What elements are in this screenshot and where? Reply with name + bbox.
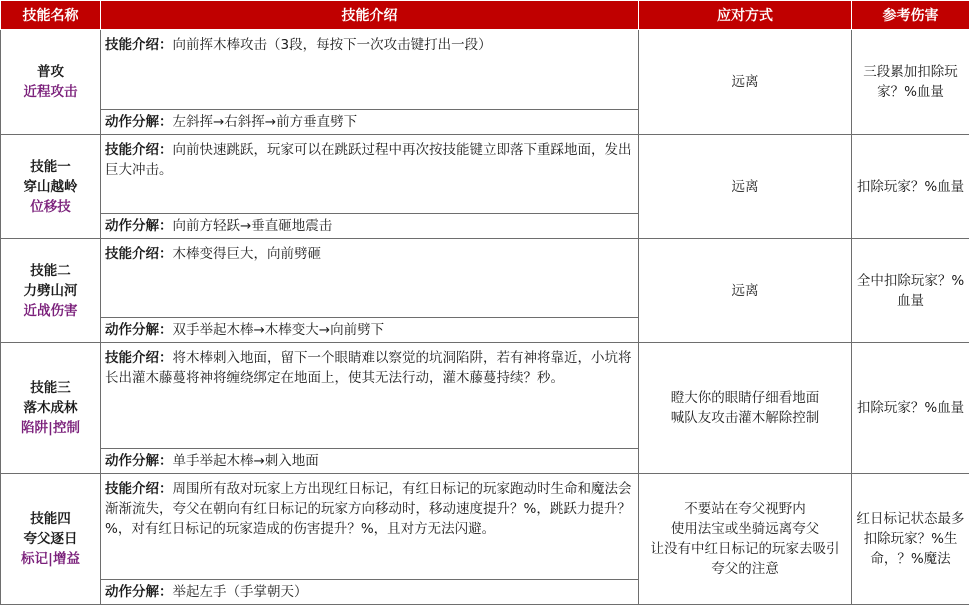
action-label: 动作分解：: [105, 584, 173, 600]
skill-category: 位移技: [3, 197, 98, 217]
skill-row: [1, 474, 969, 580]
intro-label: 技能介绍：: [105, 142, 173, 158]
intro-label: 技能介绍：: [105, 481, 173, 497]
skill-name: 技能二: [3, 261, 98, 281]
intro-label: 技能介绍：: [105, 246, 173, 262]
skill-intro-text: 周围所有敌对玩家上方出现红日标记，有红日标记的玩家跑动时生命和魔法会渐渐流失，夸父在朝向有红日标记的玩家方向移动时，移动速度提升？%，跳跃力提升？%，对有红日标记的玩家造成的伤害提升？%，且对方无法闪避。: [105, 481, 632, 537]
response-line: 让没有中红日标记的玩家去吸引夸父的注意: [645, 539, 845, 579]
action-label: 动作分解：: [105, 218, 173, 234]
skill-damage: 扣除玩家？%血量: [852, 135, 969, 239]
skill-intro-text: 向前快速跳跃，玩家可以在跳跃过程中再次按技能键立即落下重踩地面，发出巨大冲击。: [105, 142, 632, 178]
header-skill-intro: 技能介绍: [101, 1, 639, 30]
action-label: 动作分解：: [105, 453, 173, 469]
skill-name: 夸父逐日: [3, 529, 98, 549]
action-label: 动作分解：: [105, 114, 173, 130]
response-line: 远离: [645, 72, 845, 92]
intro-label: 技能介绍：: [105, 350, 173, 366]
skill-response-cell: [639, 30, 852, 135]
header-damage: 参考伤害: [852, 1, 969, 30]
skill-name-cell: [1, 135, 101, 239]
skill-intro-cell: [101, 474, 639, 580]
response-line: 远离: [645, 177, 845, 197]
skill-response-cell: [639, 343, 852, 474]
skill-intro-cell: [101, 343, 639, 449]
skill-row: [1, 343, 969, 449]
skill-damage: 红日标记状态最多扣除玩家？%生命，？%魔法: [852, 474, 969, 605]
response-line: 不要站在夸父视野内: [645, 499, 845, 519]
skill-name: 技能四: [3, 509, 98, 529]
skill-response-cell: [639, 474, 852, 605]
skill-intro-cell: [101, 239, 639, 318]
skill-name-cell: [1, 239, 101, 343]
skill-intro-text: 将木棒刺入地面，留下一个眼睛难以察觉的坑洞陷阱，若有神将靠近，小坑将长出灌木藤蔓将神将缠绕绑定在地面上，使其无法行动，灌木藤蔓持续？秒。: [105, 350, 632, 386]
skill-intro-text: 向前挥木棒攻击（3段，每按下一次攻击键打出一段）: [173, 37, 492, 53]
skill-name: 普攻: [3, 62, 98, 82]
skill-action-cell: [101, 318, 639, 343]
header-response: 应对方式: [639, 1, 852, 30]
header-row: [1, 1, 969, 30]
intro-label: 技能介绍：: [105, 37, 173, 53]
response-line: 喊队友攻击灌木解除控制: [645, 408, 845, 428]
skill-name-cell: [1, 343, 101, 474]
skill-name: 力劈山河: [3, 281, 98, 301]
header-skill-name: 技能名称: [1, 1, 101, 30]
skill-action-cell: [101, 110, 639, 135]
skill-damage: 扣除玩家？%血量: [852, 343, 969, 474]
skill-name: 技能一: [3, 157, 98, 177]
skill-name-cell: [1, 30, 101, 135]
skill-damage: 全中扣除玩家？%血量: [852, 239, 969, 343]
skill-action-text: 单手举起木棒→刺入地面: [173, 453, 319, 469]
skill-action-cell: [101, 449, 639, 474]
skill-action-cell: [101, 214, 639, 239]
skill-intro-text: 木棒变得巨大，向前劈砸: [173, 246, 322, 262]
skill-category: 标记|增益: [3, 549, 98, 569]
skill-category: 近程攻击: [3, 82, 98, 102]
skill-damage: 三段累加扣除玩家？%血量: [852, 30, 969, 135]
skill-action-text: 双手举起木棒→木棒变大→向前劈下: [173, 322, 385, 338]
skill-intro-cell: [101, 30, 639, 110]
response-line: 远离: [645, 281, 845, 301]
skill-response-cell: [639, 135, 852, 239]
skill-row: [1, 239, 969, 318]
skill-category: 近战伤害: [3, 301, 98, 321]
skill-action-text: 左斜挥→右斜挥→前方垂直劈下: [173, 114, 358, 130]
skill-response-cell: [639, 239, 852, 343]
skill-name-cell: [1, 474, 101, 605]
skill-intro-cell: [101, 135, 639, 214]
skill-category: 陷阱|控制: [3, 418, 98, 438]
skill-name: 穿山越岭: [3, 177, 98, 197]
skill-row: [1, 135, 969, 214]
action-label: 动作分解：: [105, 322, 173, 338]
skill-row: [1, 30, 969, 110]
response-line: 使用法宝或坐骑远离夸父: [645, 519, 845, 539]
skill-name: 落木成林: [3, 398, 98, 418]
response-line: 瞪大你的眼睛仔细看地面: [645, 388, 845, 408]
skill-action-text: 向前方轻跃→垂直砸地震击: [173, 218, 333, 234]
skill-name: 技能三: [3, 378, 98, 398]
skill-action-text: 举起左手（手掌朝天）: [173, 584, 308, 600]
